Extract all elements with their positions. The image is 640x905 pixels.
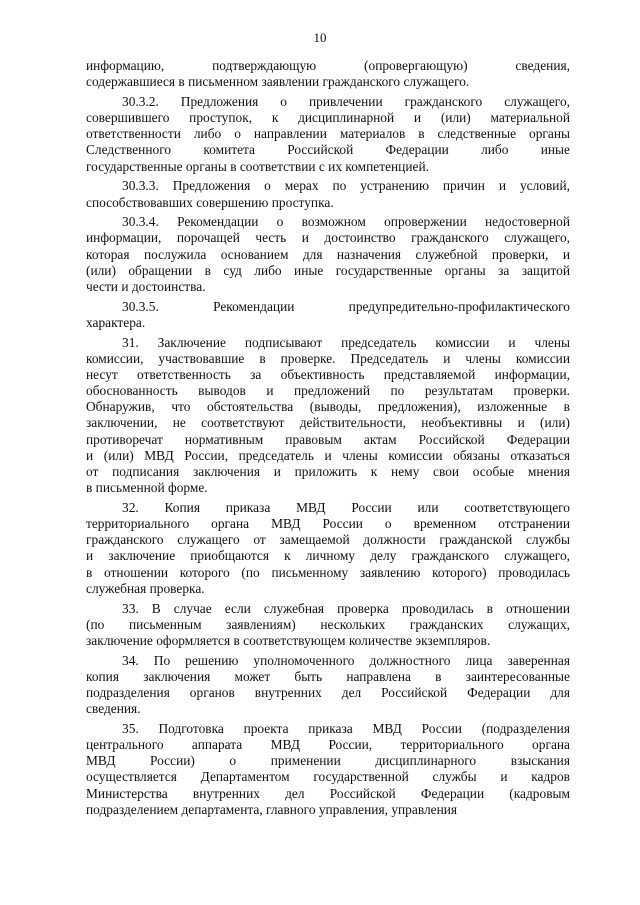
document-body bbox=[86, 58, 570, 818]
text-line: обоснованность выводов и предложений по результатам проверки. bbox=[86, 383, 570, 399]
text-line: осуществляется Департаментом государственной службы и кадров bbox=[86, 769, 570, 785]
text-line: 30.3.2. Предложения о привлечении гражданского служащего, bbox=[122, 93, 570, 109]
text-line: противоречат нормативным правовым актам Российской Федерации bbox=[86, 431, 570, 447]
text-line: информацию, подтверждающую (опровергающую) сведения, bbox=[86, 58, 570, 73]
text-line: территориального органа МВД России о временном отстранении bbox=[86, 516, 570, 532]
text-line: Следственного комитета Российской Федерации либо иные bbox=[86, 142, 570, 158]
text-line: служебная проверка. bbox=[86, 580, 205, 596]
paragraph bbox=[86, 58, 570, 90]
text-line: совершившего проступок, к дисциплинарной и (или) материальной bbox=[86, 110, 570, 126]
text-line: (или) обращении в суд либо иные государственные органы за защитой bbox=[86, 262, 570, 278]
text-line: несут ответственность за объективность представляемой информации, bbox=[86, 366, 570, 382]
paragraph bbox=[86, 500, 570, 597]
paragraph bbox=[86, 653, 570, 718]
paragraph bbox=[86, 94, 570, 175]
paragraph bbox=[86, 214, 570, 295]
paragraph bbox=[86, 335, 570, 497]
text-line: комиссии, участвовавшие в проверке. Председатель и члены комиссии bbox=[86, 350, 570, 366]
text-line: заключение оформляется в соответствующем количестве экземпляров. bbox=[86, 632, 491, 648]
text-line: копия заключения может быть направлена в заинтересованные bbox=[86, 668, 570, 684]
text-line: и (или) МВД России, председатель и члены комиссии обязаны отказаться bbox=[86, 447, 570, 463]
text-line: информации, порочащей честь и достоинство гражданского служащего, bbox=[86, 230, 570, 246]
text-line: подразделением департамента, главного управления, управления bbox=[86, 801, 458, 817]
text-line: способствовавших совершению проступка. bbox=[86, 194, 334, 210]
text-line: гражданского служащего от замещаемой должности гражданской службы bbox=[86, 532, 570, 548]
text-line: 35. Подготовка проекта приказа МВД России (подразделения bbox=[122, 720, 570, 736]
text-line: которая послужила основанием для назначения служебной проверки, и bbox=[86, 246, 570, 262]
text-line: 31. Заключение подписывают председатель комиссии и члены bbox=[122, 334, 570, 350]
text-line: (по письменным заявлениям) нескольких гражданских служащих, bbox=[86, 616, 570, 632]
paragraph bbox=[86, 178, 570, 210]
text-line: чести и достоинства. bbox=[86, 278, 206, 294]
text-line: характера. bbox=[86, 314, 146, 330]
text-line: и заключение приобщаются к личному делу гражданского служащего, bbox=[86, 548, 570, 564]
paragraph bbox=[86, 721, 570, 818]
text-line: Обнаружив, что обстоятельства (выводы, предложения), изложенные в bbox=[86, 399, 570, 415]
text-line: 33. В случае если служебная проверка проводилась в отношении bbox=[122, 600, 570, 616]
text-line: 30.3.5. Рекомендации предупредительно-профилактического bbox=[122, 298, 570, 314]
text-line: государственные органы в соответствии с их компетенцией. bbox=[86, 158, 429, 174]
paragraph bbox=[86, 601, 570, 650]
text-line: центрального аппарата МВД России, территориального органа bbox=[86, 737, 570, 752]
text-line: от подписания заключения и приложить к нему свои особые мнения bbox=[86, 464, 570, 479]
text-line: ответственности либо о направлении материалов в следственные органы bbox=[86, 126, 570, 142]
text-line: подразделения органов внутренних дел Российской Федерации для bbox=[86, 684, 570, 700]
page-number: 10 bbox=[313, 30, 327, 45]
text-line: сведения. bbox=[86, 701, 141, 717]
text-line: содержавшиеся в письменном заявлении гражданского служащего. bbox=[86, 74, 470, 90]
text-line: 30.3.3. Предложения о мерах по устранению причин и условий, bbox=[122, 178, 570, 194]
text-line: МВД России) о применении дисциплинарного взыскания bbox=[86, 753, 570, 769]
text-line: 32. Копия приказа МВД России или соответствующего bbox=[122, 499, 570, 515]
text-line: Министерства внутренних дел Российской Федерации (кадровым bbox=[86, 785, 570, 801]
text-line: в отношении которого (по письменному заявлению которого) проводилась bbox=[86, 564, 570, 580]
text-line: 30.3.4. Рекомендации о возможном опровержении недостоверной bbox=[122, 214, 570, 230]
text-line: заключении, не соответствуют действительности, необъективны и (или) bbox=[86, 415, 570, 431]
paragraph bbox=[86, 299, 570, 331]
text-line: в письменной форме. bbox=[86, 480, 208, 496]
text-line: 34. По решению уполномоченного должностного лица заверенная bbox=[122, 652, 570, 668]
